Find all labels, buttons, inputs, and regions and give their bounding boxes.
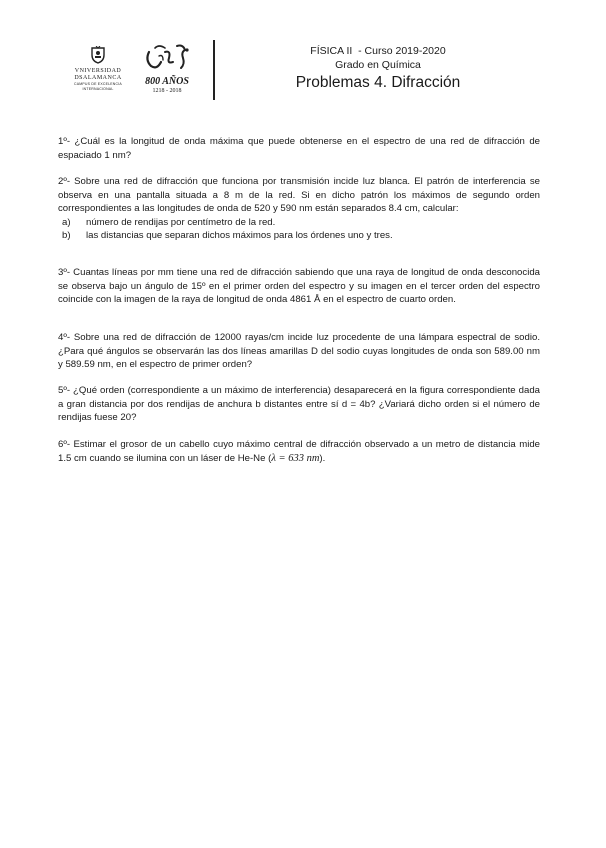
problem-4: [58, 331, 540, 372]
problem-3-text: 3º- Cuantas líneas por mm tiene una red de difracción sabiendo que una raya de longitud de onda desconocida se observa bajo un ángulo de 15º en el primer orden del espectro y su imagen en el tercer orden del espectro coincide con la imagen de la raya de longitud de onda 4861 Å en el espectro de cuarto orden.: [58, 267, 540, 306]
header-divider: [213, 40, 215, 100]
wavelength-formula: λ = 633 nm: [271, 452, 320, 464]
problem-1: [58, 135, 540, 162]
problem-5: [58, 384, 540, 425]
university-logo: [62, 46, 134, 92]
anniversary-years: 1218 - 2018: [152, 88, 182, 94]
list-marker: a): [62, 216, 71, 228]
page-title: Problemas 4. Difracción: [295, 74, 461, 91]
list-item: [58, 229, 540, 243]
institution-motto: CAMPUS DE EXCELENCIA INTERNACIONAL: [74, 82, 122, 91]
anniversary-emblem-icon: [141, 42, 193, 76]
institution-name: VNIVERSIDAD DSALAMANCA: [74, 68, 122, 81]
problem-2-list: [58, 216, 540, 243]
problem-3: [58, 266, 540, 307]
crest-icon: [90, 46, 106, 64]
degree-line: Grado en Química: [335, 59, 421, 71]
list-item: [58, 216, 540, 230]
problem-2-text: 2º- Sobre una red de difracción que funciona por transmisión incide luz blanca. El patrón de interferencia se observa en una pantalla situada a 8 m de la red. Si en dicho patrón los máximos de segundo orden correspondientes a las longitudes de onda de 520 y 590 nm están separados 8.4 cm, calcular:: [58, 176, 540, 215]
anniversary-text: 800 AÑOS: [145, 76, 189, 87]
list-item-text: número de rendijas por centímetro de la red.: [86, 216, 276, 228]
problem-2: [58, 175, 540, 243]
document-header: [228, 44, 528, 93]
problem-6: [58, 438, 540, 465]
problem-4-text: 4º- Sobre una red de difracción de 12000 rayas/cm incide luz procedente de una lámpara espectral de sodio. ¿Para qué ángulos se observarán las dos líneas amarillas D del sodio cuyas longitudes de onda son 589.00 nm y 589.59 nm, en el espectro de primer orden?: [58, 332, 540, 371]
list-marker: b): [62, 230, 71, 242]
course-line: FÍSICA II - Curso 2019-2020: [310, 45, 446, 57]
problem-6-text-end: ).: [319, 452, 326, 464]
list-item-text: las distancias que separan dichos máximos para los órdenes uno y tres.: [86, 230, 393, 242]
problem-6-text: [58, 438, 540, 465]
problem-5-text: 5º- ¿Qué orden (correspondiente a un máximo de interferencia) desaparecerá en la figura correspondiente dada a gran distancia por dos rendijas de anchura b distantes entre sí d = 4b? ¿Variará dicho orden si el número de rendijas fuese 20?: [58, 385, 540, 424]
anniversary-logo: [136, 42, 198, 94]
problem-1-text: 1º- ¿Cuál es la longitud de onda máxima que puede obtenerse en el espectro de una red de difracción de espaciado 1 nm?: [58, 136, 540, 161]
problem-6-text-start: 6º- Estimar el grosor de un cabello cuyo máximo central de difracción observado a un metro de distancia mide 1.5 cm cuando se ilumina con un láser de He-Ne (: [58, 439, 540, 464]
